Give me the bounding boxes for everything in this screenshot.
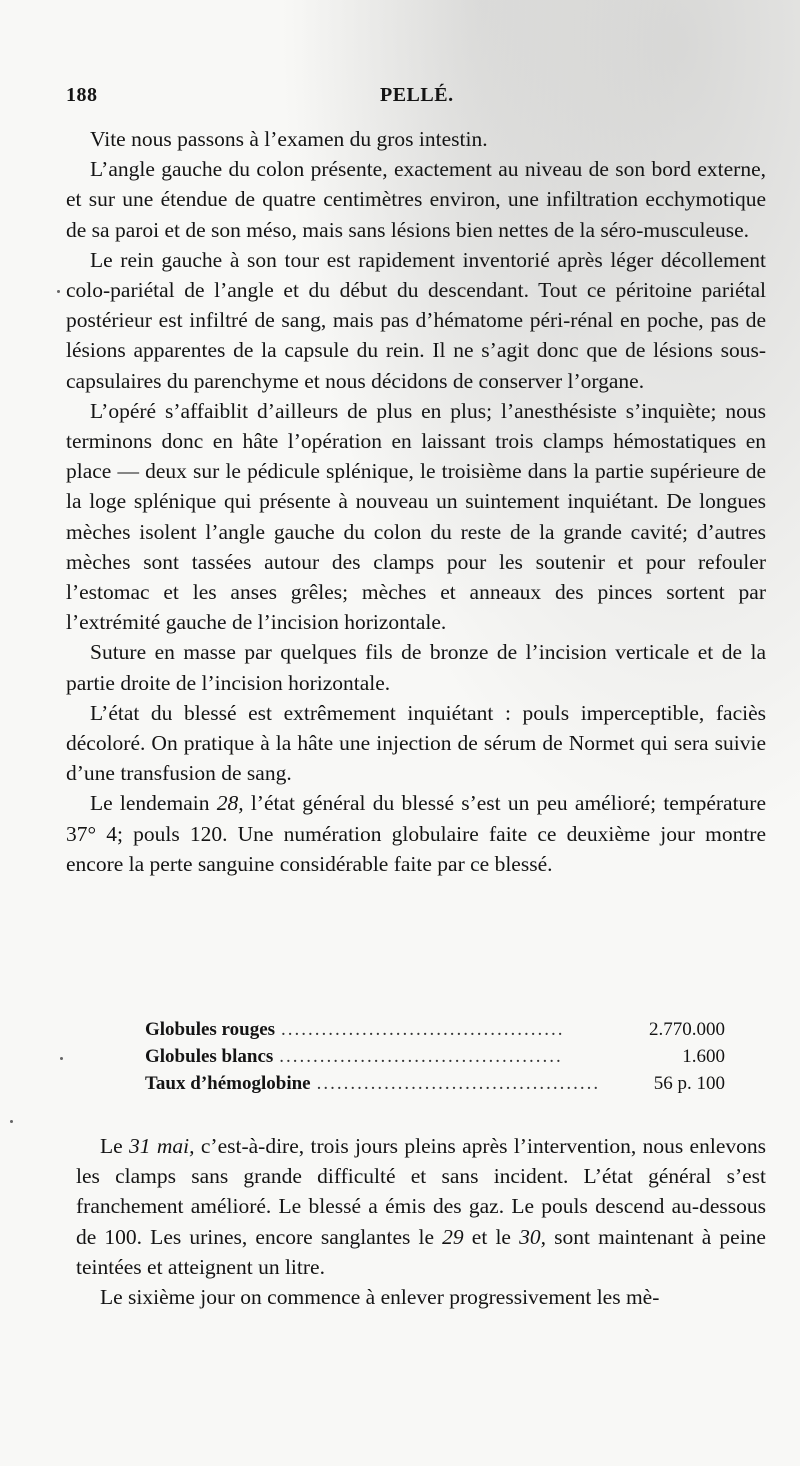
text-segment: 28, — [216, 791, 244, 816]
page-header — [66, 84, 760, 114]
text-segment: Le rein gauche à son tour est rapidement inventorié après léger décollement colo-pariétal de l’angle et du début du descendant. Tout ce péritoine pariétal postérieur est infiltré de sang, mais pas d’hématome péri-rénal en poche, pas de lésions apparentes de la capsule du rein. Il ne s’agit donc que de lésions sous-capsulaires du parenchyme et nous décidons de conserver l’organe. — [66, 247, 766, 393]
table-row — [145, 1016, 725, 1043]
row-value: 2.770.000 — [649, 1019, 725, 1040]
print-speck — [10, 1120, 13, 1123]
leader-dots: .......................................... — [281, 1019, 565, 1040]
blood-count-table — [145, 1016, 725, 1097]
text-segment: 29 — [442, 1224, 464, 1249]
text-segment: Le — [100, 1134, 130, 1158]
row-value: 1.600 — [682, 1046, 725, 1067]
paragraph — [66, 788, 766, 879]
row-label: Globules blancs — [145, 1046, 274, 1067]
text-segment: Le sixième jour on commence à enlever progressivement les mè- — [100, 1285, 660, 1310]
text-segment: 30, — [519, 1224, 546, 1249]
text-segment: l’état général du blessé s’est un peu amélioré; température 37° 4; pouls 120. Une numération globulaire faite ce deuxième jour montre encore la perte sanguine considérable faite par ce blessé. — [66, 791, 766, 876]
paragraph — [66, 637, 766, 697]
text-segment: et le — [463, 1224, 520, 1249]
paragraph — [66, 245, 766, 396]
paragraph — [66, 698, 766, 789]
page-number: 188 — [66, 84, 98, 106]
text-segment: sont maintenant à peine teintées et atteignent un litre. — [76, 1224, 766, 1279]
print-speck — [60, 1057, 63, 1060]
text-segment: Vite nous passons à l’examen du gros intestin. — [90, 127, 488, 151]
row-label: Globules rouges — [145, 1019, 276, 1040]
row-value: 56 p. 100 — [653, 1073, 725, 1094]
leader-dots: .......................................... — [316, 1073, 601, 1094]
paragraph — [76, 1282, 766, 1312]
body-text-upper — [66, 124, 766, 879]
text-segment: Le lendemain — [90, 791, 217, 816]
text-segment: c’est-à-dire, trois jours pleins après l’intervention, nous enlevons les clamps sans grande difficulté et sans incident. L’état général s’est franchement amélioré. Le blessé a émis des gaz. Le pouls descend au-dessous de 100. Les urines, encore sanglantes le — [76, 1134, 766, 1249]
row-label: Taux d’hémoglobine — [145, 1073, 311, 1094]
leader-dots: .......................................... — [279, 1046, 563, 1067]
table-row — [145, 1070, 725, 1097]
text-segment: Suture en masse par quelques fils de bronze de l’incision verticale et de la partie droite de l’incision horizontale. — [66, 640, 766, 695]
paragraph — [76, 1131, 766, 1282]
print-speck — [57, 290, 60, 293]
text-segment: L’état du blessé est extrêmement inquiétant : pouls imperceptible, faciès décoloré. On pratique à la hâte une injection de sérum de Normet qui sera suivie d’une transfusion de sang. — [66, 700, 766, 786]
text-segment: L’angle gauche du colon présente, exactement au niveau de son bord externe, et sur une étendue de quatre centimètres environ, une infiltration ecchymotique de sa paroi et de son méso, mais sans lésions bien nettes de la séro-musculeuse. — [66, 157, 766, 242]
table-row — [145, 1043, 725, 1070]
text-segment: 31 mai, — [129, 1134, 195, 1158]
text-segment: L’opéré s’affaiblit d’ailleurs de plus en plus; l’anesthésiste s’inquiète; nous terminons donc en hâte l’opération en laissant trois clamps hémostatiques en place — deux sur le pédicule splénique, le troisième dans la partie supérieure de la loge splénique qui présente à nouveau un suintement inquiétant. De longues mèches isolent l’angle gauche du colon du reste de la grande cavité; d’autres mèches sont tassées autour des clamps pour les soutenir et pour refouler l’estomac et les anses grêles; mèches et anneaux des pinces sortent par l’extrémité gauche de l’incision horizontale. — [66, 398, 766, 635]
paragraph — [66, 124, 766, 154]
body-text-lower — [76, 1131, 766, 1312]
paragraph — [66, 396, 766, 638]
paragraph — [66, 154, 766, 245]
running-title: PELLÉ. — [380, 84, 454, 106]
